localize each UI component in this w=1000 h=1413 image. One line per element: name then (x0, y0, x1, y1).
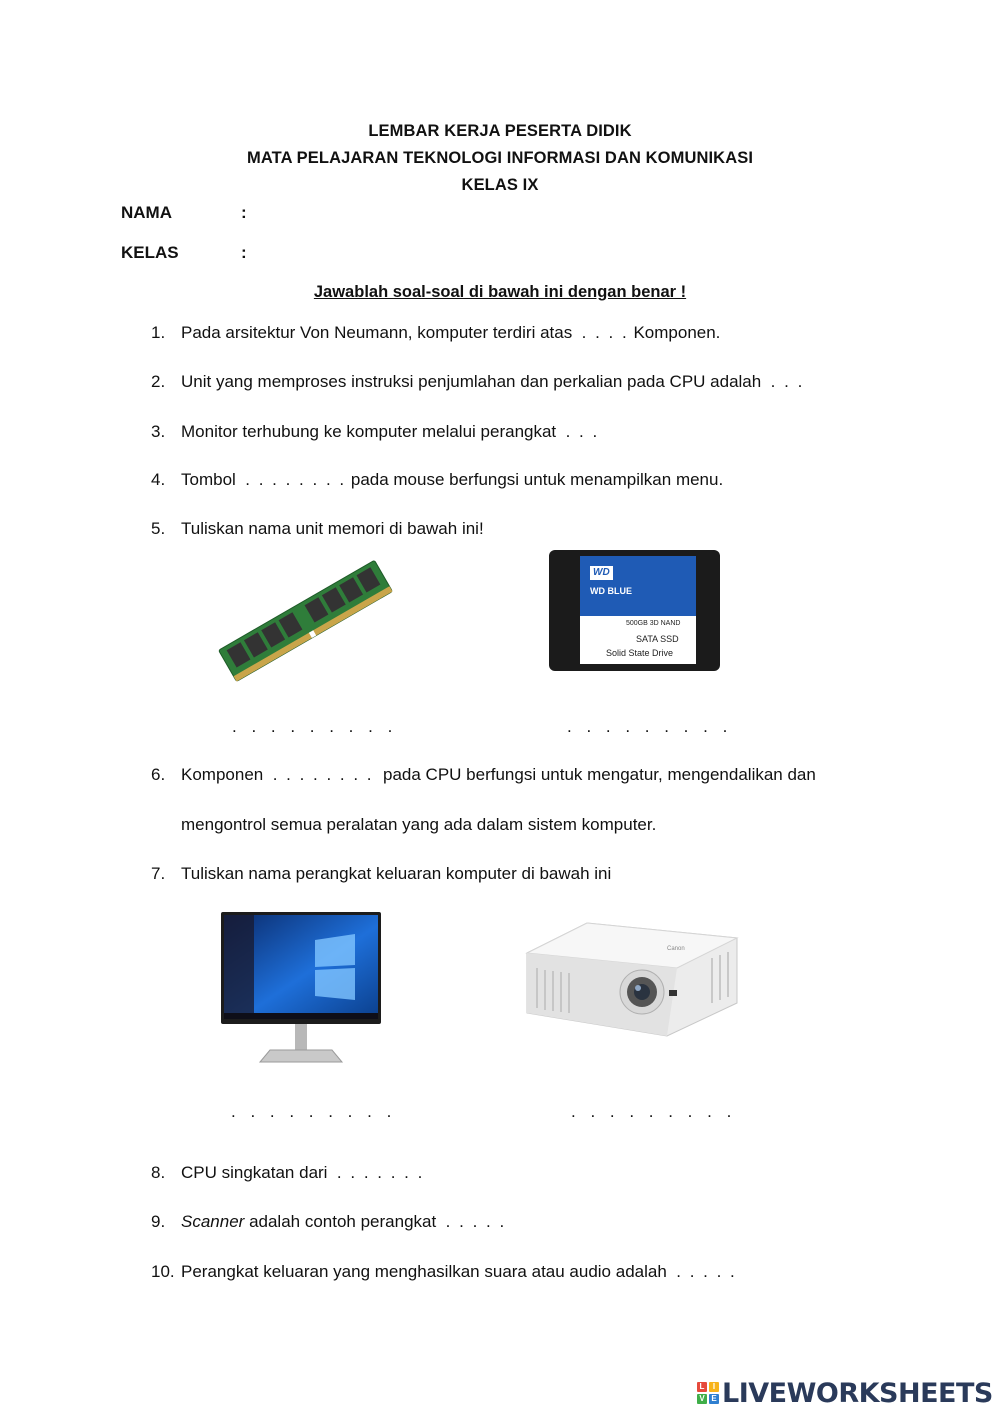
mark-letter: I (709, 1382, 719, 1392)
question-number: 2. (151, 372, 166, 391)
name-row (121, 203, 247, 223)
question-number: 8. (151, 1163, 166, 1182)
answer-blank-monitor: . . . . . . . . . (231, 1102, 397, 1121)
liveworksheets-mark-icon (697, 1382, 719, 1404)
question-number: 4. (151, 470, 166, 489)
answer-blank-projector: . . . . . . . . . (571, 1102, 737, 1121)
question-7 (151, 864, 611, 884)
ssd-label (580, 556, 696, 664)
question-text-italic: Scanner (181, 1212, 245, 1231)
ssd-desc: Solid State Drive (606, 648, 674, 658)
question-6-continuation: mengontrol semua peralatan yang ada dalam sistem komputer. (181, 815, 657, 834)
question-4 (151, 470, 723, 490)
answer-dots: . . . . . . . . (245, 470, 347, 489)
class-row (121, 243, 247, 263)
ssd-brand-logo: WD (590, 566, 613, 580)
liveworksheets-wordmark: LIVEWORKSHEETS (722, 1377, 993, 1409)
question-5 (151, 519, 484, 539)
question-text: Perangkat keluaran yang menghasilkan suara atau audio adalah (181, 1262, 667, 1281)
mark-letter: E (709, 1394, 719, 1404)
question-number: 9. (151, 1212, 166, 1231)
question-9 (151, 1212, 506, 1232)
answer-dots: . . . . (581, 323, 629, 342)
question-8 (151, 1163, 424, 1183)
question-number: 1. (151, 323, 166, 342)
question-3 (151, 422, 599, 442)
answer-blank-ram: . . . . . . . . . (232, 717, 398, 736)
question-number: 6. (151, 765, 166, 784)
answer-dots: . . . . . (676, 1262, 737, 1281)
question-text: Tombol (181, 470, 236, 489)
question-text: adalah contoh perangkat (249, 1212, 437, 1231)
question-text: Monitor terhubung ke komputer melalui perangkat (181, 422, 557, 441)
answer-dots: . . . (565, 422, 600, 441)
class-colon: : (241, 243, 247, 262)
monitor-image (220, 910, 382, 1068)
answer-dots: . . . . . . . . (272, 765, 374, 784)
ssd-type: SATA SSD (636, 634, 679, 644)
header-subject: MATA PELAJARAN TEKNOLOGI INFORMASI DAN KOMUNIKASI (247, 149, 753, 167)
question-10 (151, 1262, 737, 1282)
question-6 (151, 765, 816, 785)
ssd-model: WD BLUE (590, 586, 632, 596)
name-label: NAMA (121, 203, 172, 222)
question-text-after: pada mouse berfungsi untuk menampilkan menu. (350, 470, 724, 489)
question-text-after: pada CPU berfungsi untuk mengatur, mengendalikan dan (383, 765, 816, 784)
answer-blank-ssd: . . . . . . . . . (567, 717, 733, 736)
question-text: Pada arsitektur Von Neumann, komputer terdiri atas (181, 323, 573, 342)
answer-dots: . . . . . . . (336, 1163, 425, 1182)
projector-brand: Canon (667, 946, 685, 952)
answer-dots: . . . . . (445, 1212, 507, 1231)
question-number: 10. (151, 1262, 175, 1281)
mark-letter: L (697, 1382, 707, 1392)
question-text: Tuliskan nama perangkat keluaran komputer di bawah ini (181, 864, 612, 883)
header-class: KELAS IX (461, 176, 539, 194)
ssd-capacity: 500GB 3D NAND (626, 620, 681, 627)
question-1 (151, 323, 720, 343)
class-label: KELAS (121, 243, 179, 262)
question-text: Komponen (181, 765, 264, 784)
question-text: CPU singkatan dari (181, 1163, 328, 1182)
answer-dots: . . . (770, 372, 805, 391)
header-title: LEMBAR KERJA PESERTA DIDIK (368, 122, 632, 140)
name-colon: : (241, 203, 247, 222)
question-text: Unit yang memproses instruksi penjumlahan dan perkalian pada CPU adalah (181, 372, 762, 391)
question-text-after: Komponen. (633, 323, 721, 342)
ssd-drive-image (549, 550, 720, 671)
liveworksheets-logo (697, 1376, 993, 1410)
ram-module-image (210, 555, 400, 685)
instruction: Jawablah soal-soal di bawah ini dengan benar ! (313, 283, 687, 301)
mark-letter: V (697, 1394, 707, 1404)
question-number: 3. (151, 422, 166, 441)
question-number: 7. (151, 864, 166, 883)
projector-image (517, 918, 743, 1043)
question-text: Tuliskan nama unit memori di bawah ini! (181, 519, 484, 538)
question-2 (151, 372, 804, 392)
question-number: 5. (151, 519, 166, 538)
